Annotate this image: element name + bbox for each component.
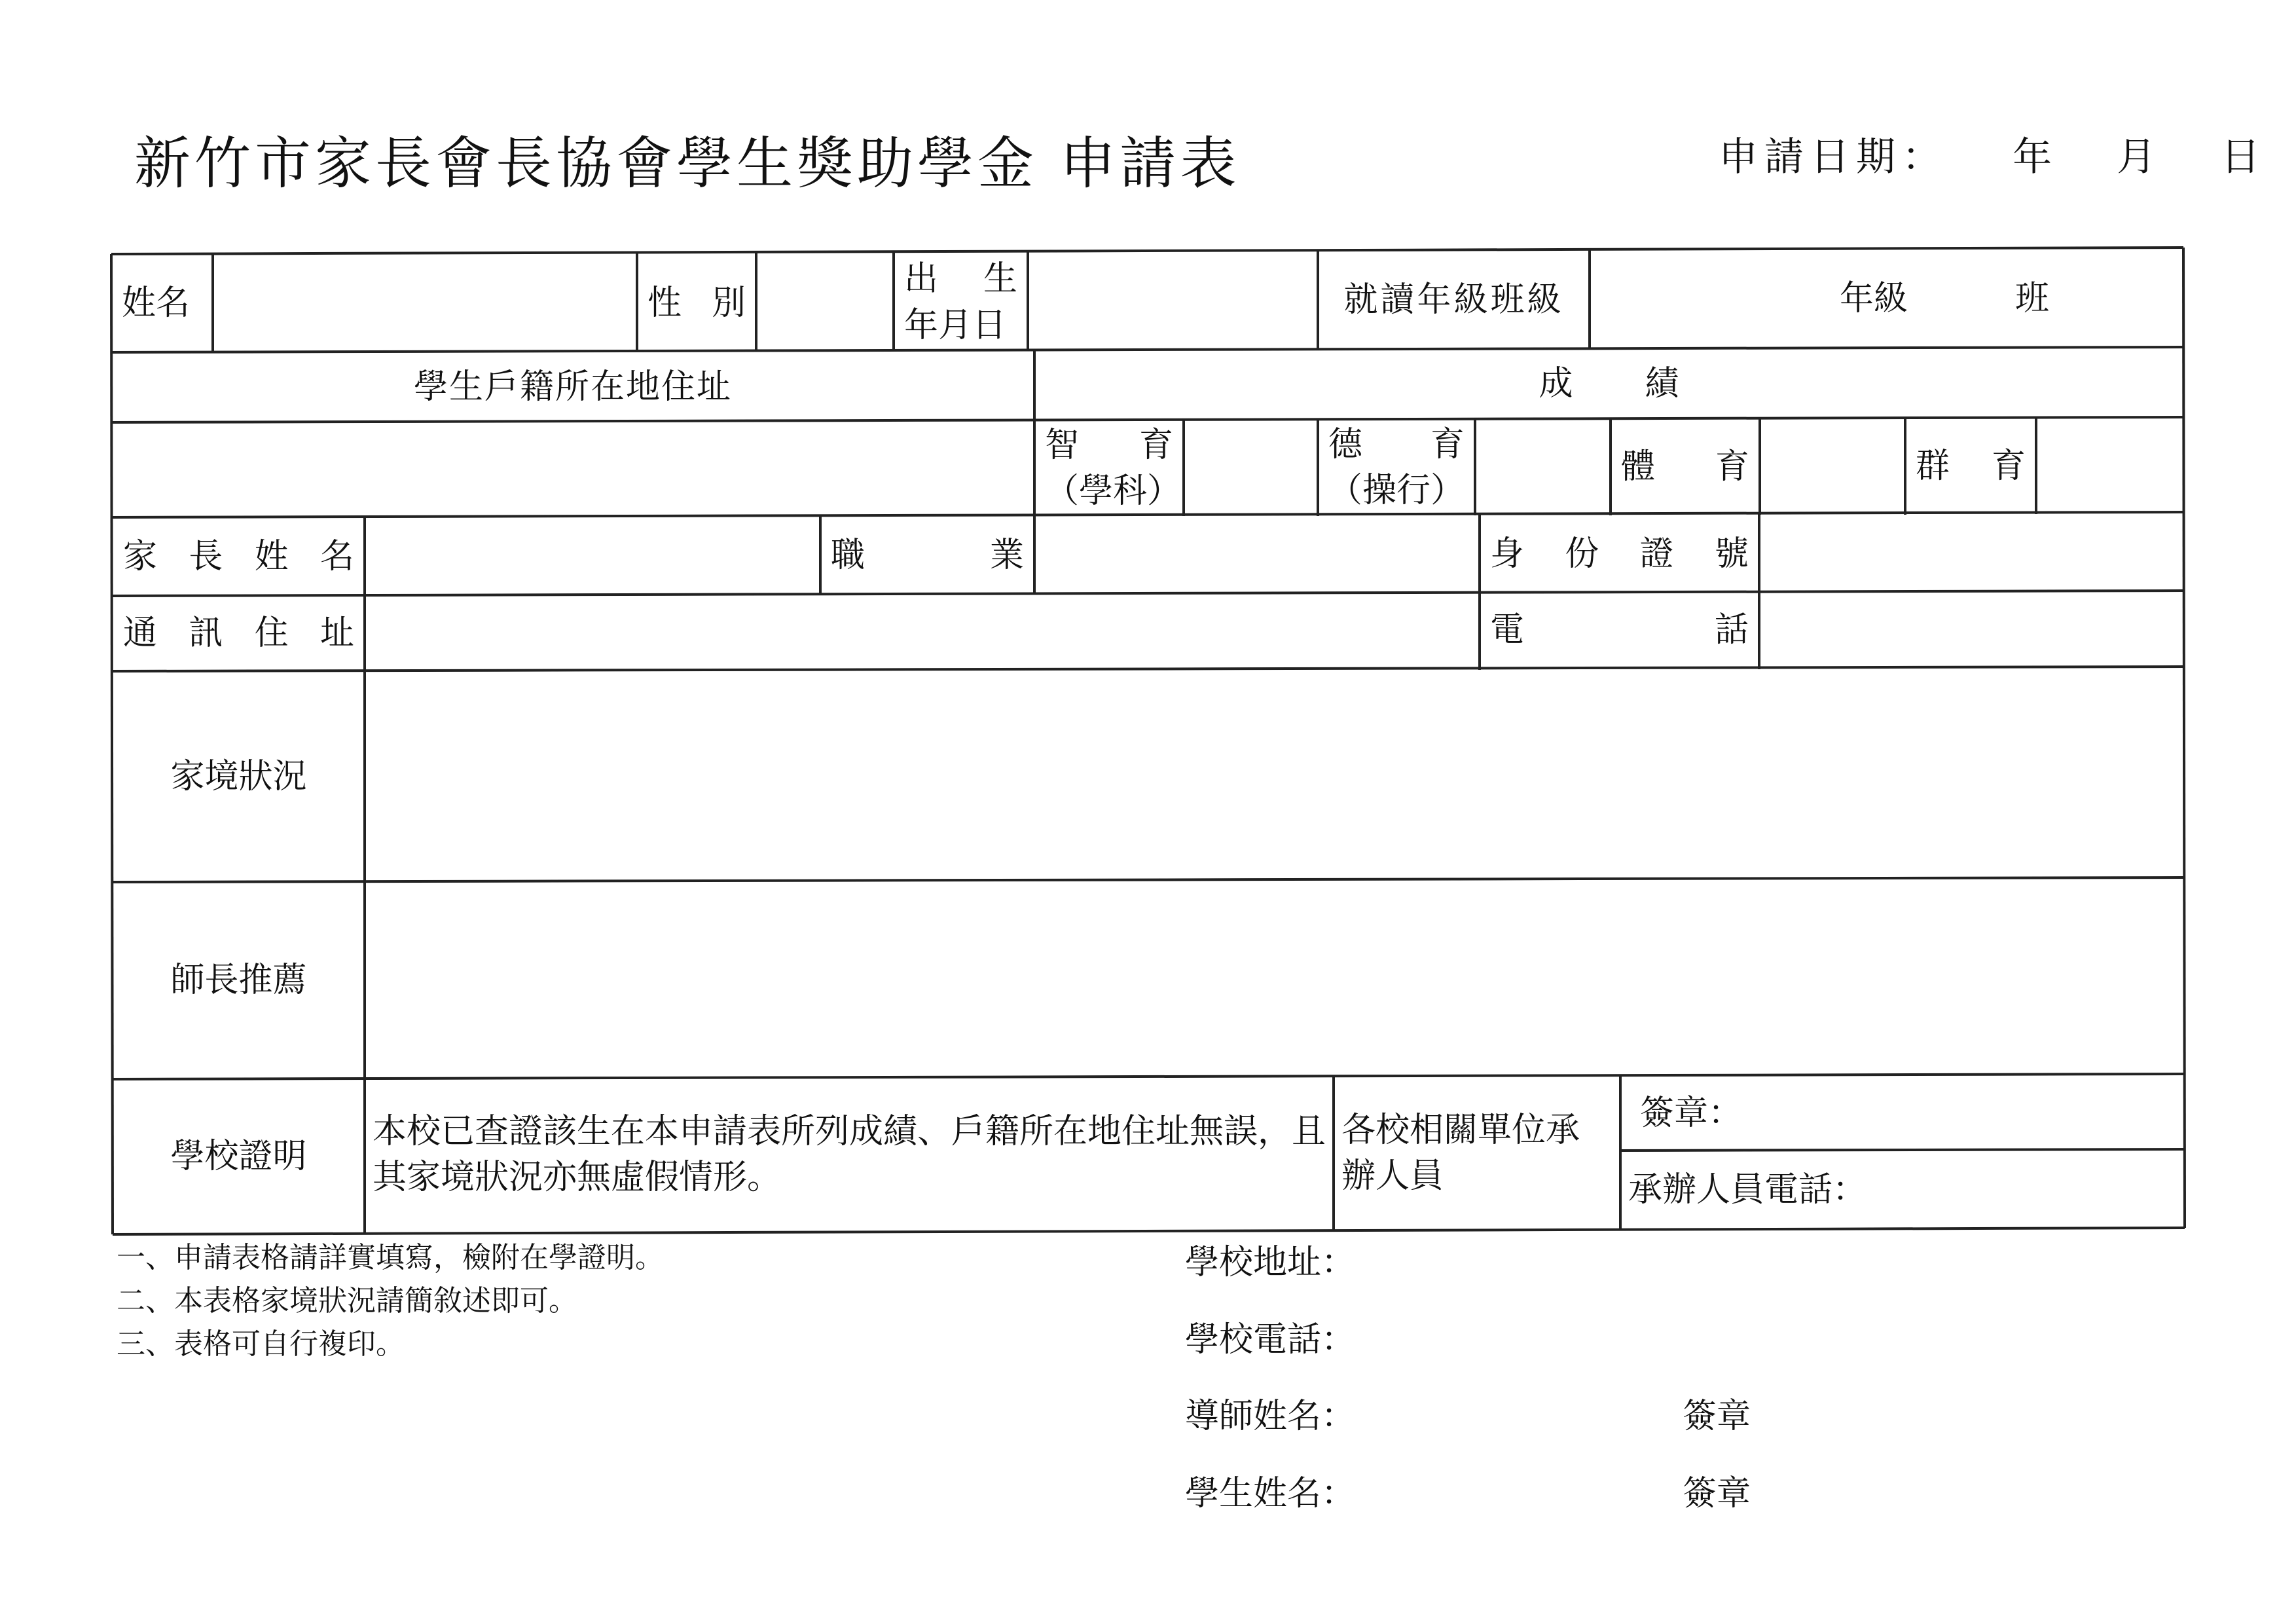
date-label: 申請日期： (1719, 134, 1948, 180)
student-signature-label[interactable]: 簽章 (1683, 1474, 1751, 1513)
parent-label-char: 家 (123, 536, 158, 576)
mail-label-char: 通 (123, 614, 158, 654)
grade-unit-label: 年級 (1840, 279, 1908, 319)
id-label-char: 身 (1490, 534, 1525, 574)
mailing-address-label (114, 597, 363, 670)
mail-label-char: 址 (319, 614, 354, 654)
note-item: 一、申請表格請詳實填寫，檢附在學證明。 (117, 1241, 664, 1274)
phone-label (1481, 593, 1758, 667)
birth-date-field[interactable] (1029, 254, 1317, 349)
deyu-char: 德 (1328, 424, 1363, 464)
family-situation-field[interactable] (366, 673, 2183, 877)
zhiyu-char: 智 (1045, 425, 1080, 465)
mailing-address-field[interactable] (366, 596, 1478, 669)
form-notes (117, 1236, 664, 1366)
date-year-label: 年 (2013, 134, 2052, 180)
occupation-label (822, 517, 1033, 593)
parent-label-char: 姓 (254, 536, 289, 576)
teacher-recommendation-field[interactable] (366, 880, 2183, 1074)
gender-label-char: 別 (711, 284, 746, 323)
birth-date-label (895, 254, 1027, 350)
deyu-sub: （操行） (1328, 471, 1465, 510)
handler-signature-label[interactable]: 簽章： (1640, 1093, 1743, 1133)
physical-grade-field[interactable] (1761, 419, 1904, 515)
id-label-char: 證 (1639, 534, 1674, 574)
parent-name-field[interactable] (366, 519, 819, 595)
deyu-char: 育 (1430, 424, 1465, 464)
moral-grade-label (1319, 420, 1474, 515)
birth-label-char: 出 (904, 259, 939, 299)
birth-label-line: 年月日 (904, 305, 1007, 345)
phone-label-char: 電 (1490, 610, 1525, 650)
name-label: 姓名 (122, 284, 191, 323)
phone-label-char: 話 (1714, 610, 1749, 650)
grades-header-char: 成 (1539, 364, 1573, 404)
date-month-label: 月 (2117, 134, 2157, 180)
gender-label-char: 性 (647, 284, 682, 323)
grade-class-field[interactable] (1591, 251, 2182, 346)
id-number-field[interactable] (1760, 515, 2182, 591)
note-item: 三、表格可自行複印。 (117, 1327, 405, 1361)
teacher-signature-label[interactable]: 簽章 (1683, 1397, 1751, 1436)
mail-label-char: 訊 (189, 614, 223, 654)
form-title: 新竹市家長會長協會學生獎助學金 申請表 (134, 131, 1241, 196)
moral-grade-field[interactable] (1476, 420, 1609, 515)
grades-header (1036, 351, 2182, 417)
mail-label-char: 住 (254, 614, 289, 654)
school-handler-label: 各校相關單位承辦人員 (1341, 1110, 1580, 1196)
grade-class-label: 就讀年級班級 (1343, 280, 1564, 320)
id-number-label (1481, 516, 1758, 592)
tiyu-char: 體 (1621, 447, 1656, 487)
birth-label-char: 生 (983, 259, 1017, 299)
student-name-label[interactable]: 學生姓名： (1185, 1474, 1356, 1513)
tiyu-char: 育 (1715, 447, 1749, 487)
school-proof-label: 學校證明 (170, 1136, 307, 1176)
parent-label-char: 長 (189, 536, 223, 576)
zhiyu-char: 育 (1139, 425, 1173, 465)
parent-label-char: 名 (319, 536, 354, 576)
parent-name-label (114, 519, 363, 595)
physical-grade-label (1612, 419, 1758, 515)
grades-header-char: 績 (1645, 364, 1679, 404)
id-label-char: 號 (1714, 534, 1749, 574)
intellectual-grade-label (1036, 420, 1182, 516)
note-item: 二、本表格家境狀況請簡敘述即可。 (117, 1284, 577, 1318)
gender-label (638, 257, 755, 350)
social-grade-field[interactable] (2037, 418, 2182, 514)
household-address-field[interactable] (113, 424, 1033, 516)
name-field[interactable] (214, 257, 636, 350)
household-address-header: 學生戶籍所在地住址 (413, 367, 732, 407)
family-situation-label: 家境狀況 (170, 756, 307, 796)
teacher-recommendation-label: 師長推薦 (170, 961, 307, 1001)
date-day-label: 日 (2221, 134, 2261, 180)
school-proof-statement: 本校已查證該生在本申請表所列成績、戶籍所在地住址無誤，且其家境狀況亦無虛假情形。 (373, 1111, 1326, 1197)
school-phone-label[interactable]: 學校電話： (1185, 1320, 1356, 1359)
id-label-char: 份 (1565, 534, 1599, 574)
social-grade-label (1906, 418, 2035, 514)
phone-field[interactable] (1760, 593, 2182, 667)
occupation-char: 職 (831, 535, 866, 575)
occupation-field[interactable] (1036, 517, 1478, 593)
zhiyu-sub: （學科） (1045, 471, 1182, 511)
class-unit-label: 班 (2015, 279, 2050, 319)
school-address-label[interactable]: 學校地址： (1185, 1243, 1356, 1282)
teacher-name-label[interactable]: 導師姓名： (1185, 1397, 1356, 1436)
intellectual-grade-field[interactable] (1185, 420, 1317, 516)
qunyu-char: 育 (1991, 446, 2026, 486)
handler-phone-label[interactable]: 承辦人員電話： (1628, 1170, 1867, 1209)
gender-field[interactable] (757, 257, 892, 350)
qunyu-char: 群 (1916, 446, 1950, 486)
occupation-char: 業 (989, 535, 1024, 575)
